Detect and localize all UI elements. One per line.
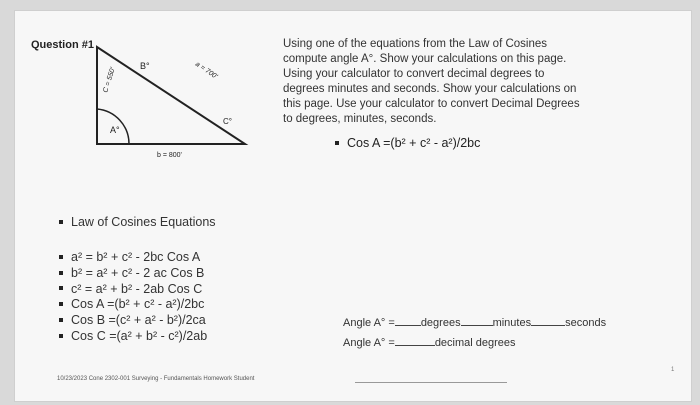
- instruction-line: Using your calculator to convert decimal degrees to: [283, 68, 545, 80]
- decimal-degrees-blank[interactable]: [395, 345, 435, 346]
- angle-b-label: B°: [140, 61, 150, 71]
- side-b-label: b = 800': [157, 152, 182, 159]
- side-c-label: C = 550': [102, 66, 117, 94]
- equation-item: [59, 282, 207, 298]
- seconds-blank[interactable]: [531, 325, 565, 326]
- page-number: 1: [671, 367, 675, 373]
- bullet-icon: [59, 271, 63, 275]
- equation-item: [59, 313, 207, 329]
- law-heading-text: Law of Cosines Equations: [71, 215, 216, 229]
- instruction-line: this page. Use your calculator to convert Decimal Degrees: [283, 98, 580, 110]
- minutes-label: minutes: [492, 317, 532, 329]
- bullet-icon: [59, 334, 63, 338]
- worksheet-page: [14, 10, 692, 402]
- decimal-degrees-label: decimal degrees: [434, 337, 516, 349]
- equation-item: [59, 250, 207, 266]
- minutes-blank[interactable]: [461, 325, 493, 326]
- equation-text: Cos A =(b² + c² - a²)/2bc: [71, 297, 205, 312]
- degrees-blank[interactable]: [395, 325, 421, 326]
- equation-list: [59, 250, 207, 345]
- equation-item: [59, 329, 207, 345]
- instruction-line: compute angle A°. Show your calculations on this page.: [283, 53, 567, 65]
- seconds-label: seconds: [565, 317, 607, 329]
- question-title: Question #1: [31, 39, 94, 51]
- equation-text: b² = a² + c² - 2 ac Cos B: [71, 265, 205, 280]
- bullet-icon: [59, 302, 63, 306]
- equation-text: a² = b² + c² - 2bc Cos A: [71, 250, 201, 264]
- equation-item: [59, 266, 207, 282]
- bullet-icon: [59, 255, 63, 259]
- side-a-label: a = 700': [193, 60, 219, 81]
- angle-c-label: C°: [223, 117, 232, 126]
- bullet-icon: [59, 318, 63, 322]
- angle-label: Angle A° =: [343, 317, 395, 329]
- equation-text: Cos C =(a² + b² - c²)/2ab: [71, 328, 208, 343]
- angle-label: Angle A° =: [343, 337, 395, 349]
- degrees-label: degrees: [420, 317, 461, 329]
- equation-text: Cos B =(c² + a² - b²)/2ca: [71, 313, 206, 328]
- equation-item: [59, 297, 207, 313]
- formula-text: Cos A =(b² + c² - a²)/2bc: [347, 136, 481, 150]
- bullet-icon: [59, 220, 63, 224]
- instruction-line: degrees minutes and seconds. Show your calculations on: [283, 83, 577, 95]
- equation-text: c² = a² + b² - 2ab Cos C: [71, 281, 203, 296]
- instruction-line: to degrees, minutes, seconds.: [283, 113, 437, 125]
- bullet-icon: [59, 286, 63, 290]
- angle-a-label: A°: [110, 125, 120, 135]
- law-heading: [59, 215, 216, 229]
- footer-text: 10/23/2023 Cone 2302-001 Surveying - Fundamentals Homework Student: [57, 376, 255, 382]
- bullet-icon: [335, 141, 339, 145]
- formula-cos-a: [335, 136, 480, 150]
- instructions: [283, 37, 603, 127]
- answer-decimal-row: [343, 337, 516, 349]
- answer-dms-row: [343, 317, 606, 329]
- instruction-line: Using one of the equations from the Law of Cosines: [283, 38, 548, 50]
- footer-rule: [355, 382, 507, 383]
